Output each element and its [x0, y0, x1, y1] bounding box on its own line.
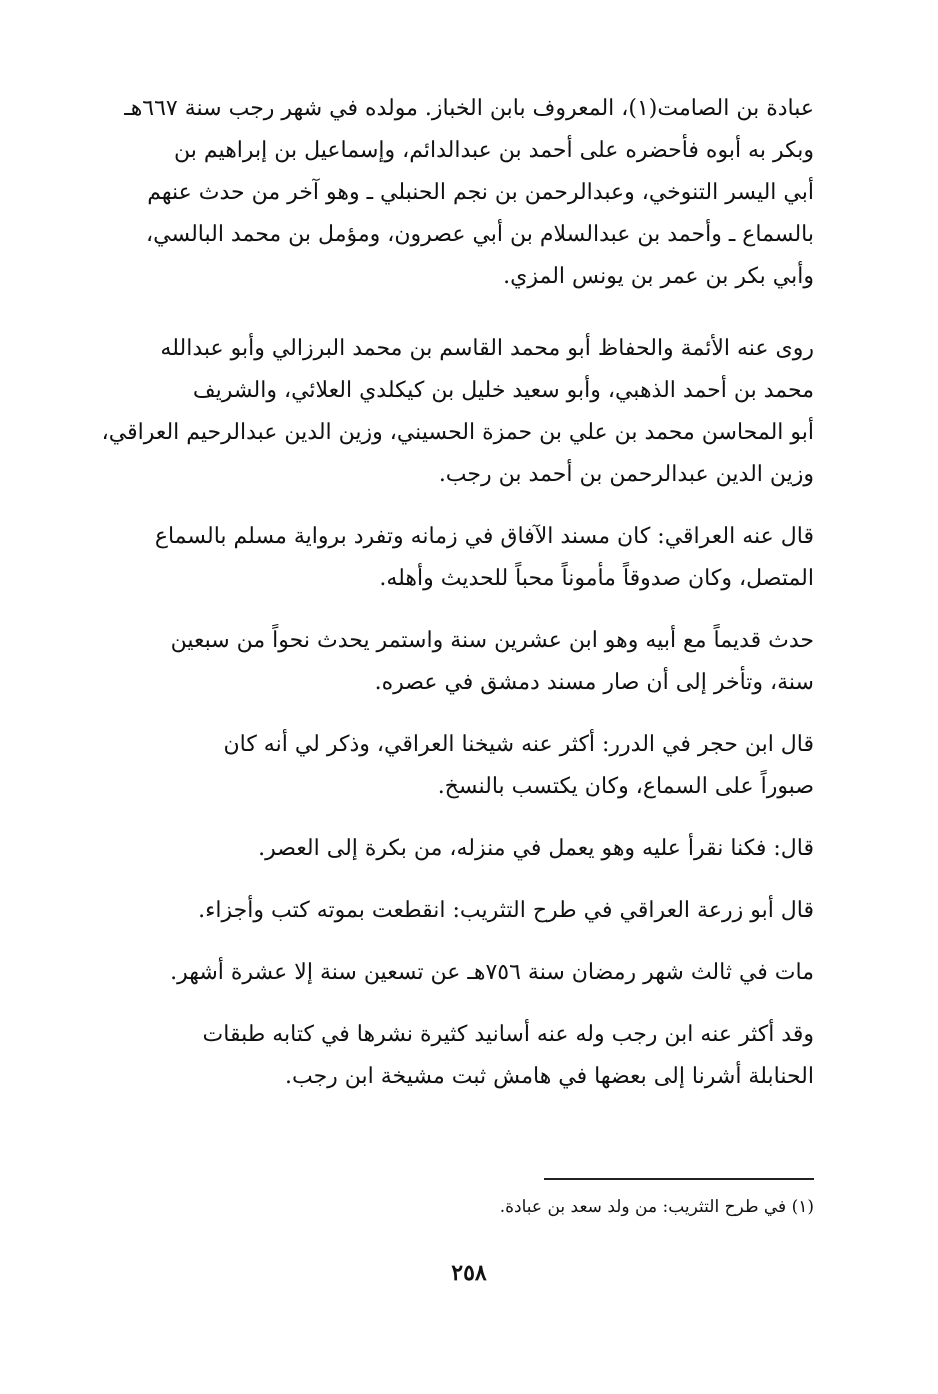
footnote-divider — [544, 1178, 814, 1180]
text-line: روى عنه الأئمة والحفاظ أبو محمد القاسم بن محمد البرزالي وأبو عبدالله — [160, 336, 814, 361]
paragraph-ibn-hajar — [98, 724, 814, 808]
text-line: قال أبو زرعة العراقي في طرح التثريب: انقطعت بموته كتب وأجزاء. — [198, 898, 814, 923]
text-line: صبوراً على السماع، وكان يكتسب بالنسخ. — [437, 774, 814, 799]
paragraph-hadith — [98, 620, 814, 704]
text-line: قال عنه العراقي: كان مسند الآفاق في زمانه وتفرد برواية مسلم بالسماع — [154, 524, 814, 549]
paragraph-abu-zura — [98, 890, 814, 932]
footnote: (١) في طرح التثريب: من ولد سعد بن عبادة. — [499, 1197, 814, 1217]
text-line: قال ابن حجر في الدرر: أكثر عنه شيخنا العراقي، وذكر لي أنه كان — [223, 732, 814, 757]
text-line: وقد أكثر عنه ابن رجب وله عنه أسانيد كثيرة نشرها في كتابه طبقات — [202, 1022, 814, 1047]
text-line: وأبي بكر بن عمر بن يونس المزي. — [503, 264, 814, 289]
text-line: وزين الدين عبدالرحمن بن أحمد بن رجب. — [438, 462, 814, 487]
text-line: سنة، وتأخر إلى أن صار مسند دمشق في عصره. — [374, 670, 814, 695]
paragraph-birth — [98, 88, 814, 298]
text-line: أبي اليسر التنوخي، وعبدالرحمن بن نجم الحنبلي ـ وهو آخر من حدث عنهم — [147, 180, 814, 205]
paragraph-narrators — [98, 328, 814, 496]
paragraph-ibn-rajab — [98, 1014, 814, 1098]
text-line: أبو المحاسن محمد بن علي بن حمزة الحسيني، وزين الدين عبدالرحيم العراقي، — [101, 420, 814, 445]
paragraph-reading — [98, 828, 814, 870]
text-line: حدث قديماً مع أبيه وهو ابن عشرين سنة واستمر يحدث نحواً من سبعين — [170, 628, 814, 653]
text-line: المتصل، وكان صدوقاً مأموناً محباً للحديث وأهله. — [379, 566, 814, 591]
paragraph-death — [98, 952, 814, 994]
text-line: الحنابلة أشرنا إلى بعضها في هامش ثبت مشيخة ابن رجب. — [284, 1064, 814, 1089]
paragraph-iraqi-quote — [98, 516, 814, 600]
text-line: محمد بن أحمد الذهبي، وأبو سعيد خليل بن كيكلدي العلائي، والشريف — [192, 378, 814, 403]
page-body — [98, 88, 814, 1098]
text-line: مات في ثالث شهر رمضان سنة ٧٥٦هـ عن تسعين سنة إلا عشرة أشهر. — [170, 960, 814, 985]
text-line: عبادة بن الصامت(١)، المعروف بابن الخباز. مولده في شهر رجب سنة ٦٦٧هـ — [124, 96, 814, 121]
text-line: بالسماع ـ وأحمد بن عبدالسلام بن أبي عصرون، ومؤمل بن محمد البالسي، — [146, 222, 814, 247]
text-line: قال: فكنا نقرأ عليه وهو يعمل في منزله، من بكرة إلى العصر. — [258, 836, 814, 861]
page-number: ٢٥٨ — [451, 1260, 487, 1286]
text-line: وبكر به أبوه فأحضره على أحمد بن عبدالدائم، وإسماعيل بن إبراهيم بن — [174, 138, 814, 163]
